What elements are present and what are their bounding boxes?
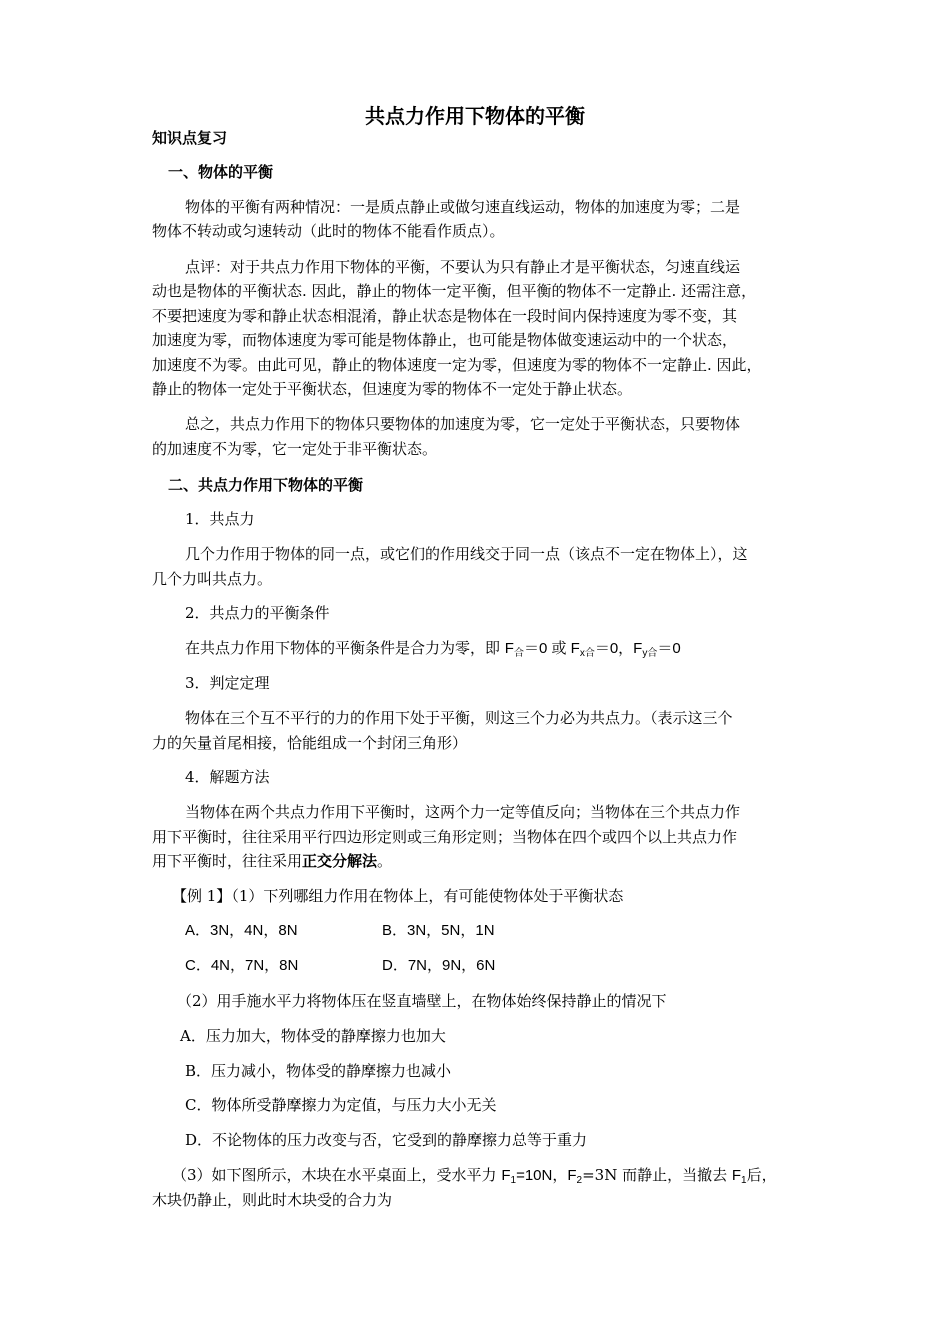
orthogonal-decomposition-term: 正交分解法 [302,852,378,870]
q3-force1-subscript: 1 [510,1175,517,1186]
theorem-line2: 力的矢量首尾相接，恰能组成一个封闭三角形） [152,734,468,752]
subheading-theorem: 3．判定定理 [185,674,270,692]
equilibrium-lead: 在共点力作用下物体的平衡条件是合力为零，即 [185,639,505,657]
section1-p1-line1: 物体的平衡有两种情况：一是质点静止或做匀速直线运动，物体的加速度为零；二是 [185,198,741,216]
example-label: 【例 1】 [172,887,232,905]
q1-option-d: D．7N，9N，6N [382,957,496,974]
section1-p2-line2: 动也是物体的平衡状态. 因此，静止的物体一定平衡，但平衡的物体不一定静止. 还需注意， [152,282,757,300]
subheading-method: 4．解题方法 [185,768,270,786]
q1-option-a: A．3N，4N，8N [185,922,298,939]
section1-p2-line3: 不要把速度为零和静止状态相混淆，静止状态是物体在一段时间内保持速度为零不变，其 [152,307,738,325]
q3-force1-symbol-again: F [731,1167,742,1184]
q2-option-d: D．不论物体的压力改变与否，它受到的静摩擦力总等于重力 [185,1131,588,1149]
method-line2: 用下平衡时，往往采用平行四边形定则或三角形定则；当物体在四个或四个以上共点力作 [152,828,738,846]
section1-p2-line1: 点评：对于共点力作用下物体的平衡，不要认为只有静止才是平衡状态，匀速直线运 [185,258,741,276]
force-symbol: F [504,640,514,657]
equals-zero-end: ＝0 [657,640,681,657]
section1-p2-line4: 加速度为零，而物体速度为零可能是物体静止，也可能是物体做变速运动中的一个状态， [152,331,738,349]
section1-heading: 一、物体的平衡 [168,163,274,181]
example1-question2: （2）用手施水平力将物体压在竖直墙壁上，在物体始终保持静止的情况下 [177,992,667,1010]
review-heading: 知识点复习 [152,129,228,147]
section1-p2-line5: 加速度不为零。由此可见，静止的物体速度一定为零，但速度为零的物体不一定静止. 因此， [152,356,762,374]
q3-force1-subscript-again: 1 [741,1175,747,1186]
equals-zero-or: ＝0 或 [523,640,571,657]
q2-option-b: B．压力减小，物体受的静摩擦力也减小 [185,1062,452,1080]
section1-p3-line2: 的加速度不为零，它一定处于非平衡状态。 [152,440,438,458]
section1-p2-line6: 静止的物体一定处于平衡状态，但速度为零的物体不一定处于静止状态。 [152,380,633,398]
q3-text-a: （3）如下图所示，木块在水平桌面上，受水平力 [172,1166,502,1184]
section1-p1-line2: 物体不转动或匀速转动（此时的物体不能看作质点）。 [152,222,505,240]
method-line1: 当物体在两个共点力作用下平衡时，这两个力一定等值反向；当物体在三个共点力作 [185,803,741,821]
example1-question3-line1 [172,1164,777,1187]
method-line3-lead: 用下平衡时，往往采用 [152,852,303,870]
force-x-symbol: F [570,640,580,657]
concurrent-forces-line1: 几个力作用于物体的同一点，或它们的作用线交于同一点（该点不一定在物体上），这 [185,545,748,563]
method-line3 [152,850,392,872]
example1-question3-line2: 木块仍静止，则此时木块受的合力为 [152,1191,393,1209]
q2-option-c: C．物体所受静摩擦力为定值，与压力大小无关 [185,1096,497,1114]
subheading-equilibrium-condition: 2．共点力的平衡条件 [185,604,330,622]
q2-option-a: A．压力加大，物体受的静摩擦力也加大 [180,1027,446,1045]
section2-heading: 二、共点力作用下物体的平衡 [168,476,364,494]
q3-force2-subscript: 2 [576,1175,583,1186]
q3-text-c: =3N 而静止，当撤去 [582,1166,732,1184]
concurrent-forces-line2: 几个力叫共点力。 [152,570,273,588]
page-title: 共点力作用下物体的平衡 [365,104,585,128]
equilibrium-condition-line [185,637,681,660]
section1-p3-line1: 总之，共点力作用下的物体只要物体的加速度为零，它一定处于平衡状态，只要物体 [185,415,741,433]
q3-text-d: 后， [746,1166,777,1184]
example1-question1 [172,885,623,907]
method-line3-end: 。 [377,852,393,870]
force-y-symbol: F [633,640,643,657]
theorem-line1: 物体在三个互不平行的力的作用下处于平衡，则这三个力必为共点力。（表示这三个 [185,709,733,727]
question1-text: （1）下列哪组力作用在物体上，有可能使物体处于平衡状态 [231,887,624,905]
q3-force2-symbol: F [567,1167,577,1184]
q3-text-b: =10N， [516,1167,568,1184]
q1-option-c: C．4N，7N，8N [185,957,299,974]
subscript-net: 合 [513,648,524,659]
subheading-concurrent-forces: 1．共点力 [185,510,255,528]
subscript-x-net: x合 [579,648,595,659]
equals-zero-comma: ＝0， [594,640,634,657]
subscript-y-net: y合 [642,648,658,659]
q3-force1-symbol: F [501,1167,511,1184]
q1-option-b: B．3N，5N，1N [382,922,495,939]
